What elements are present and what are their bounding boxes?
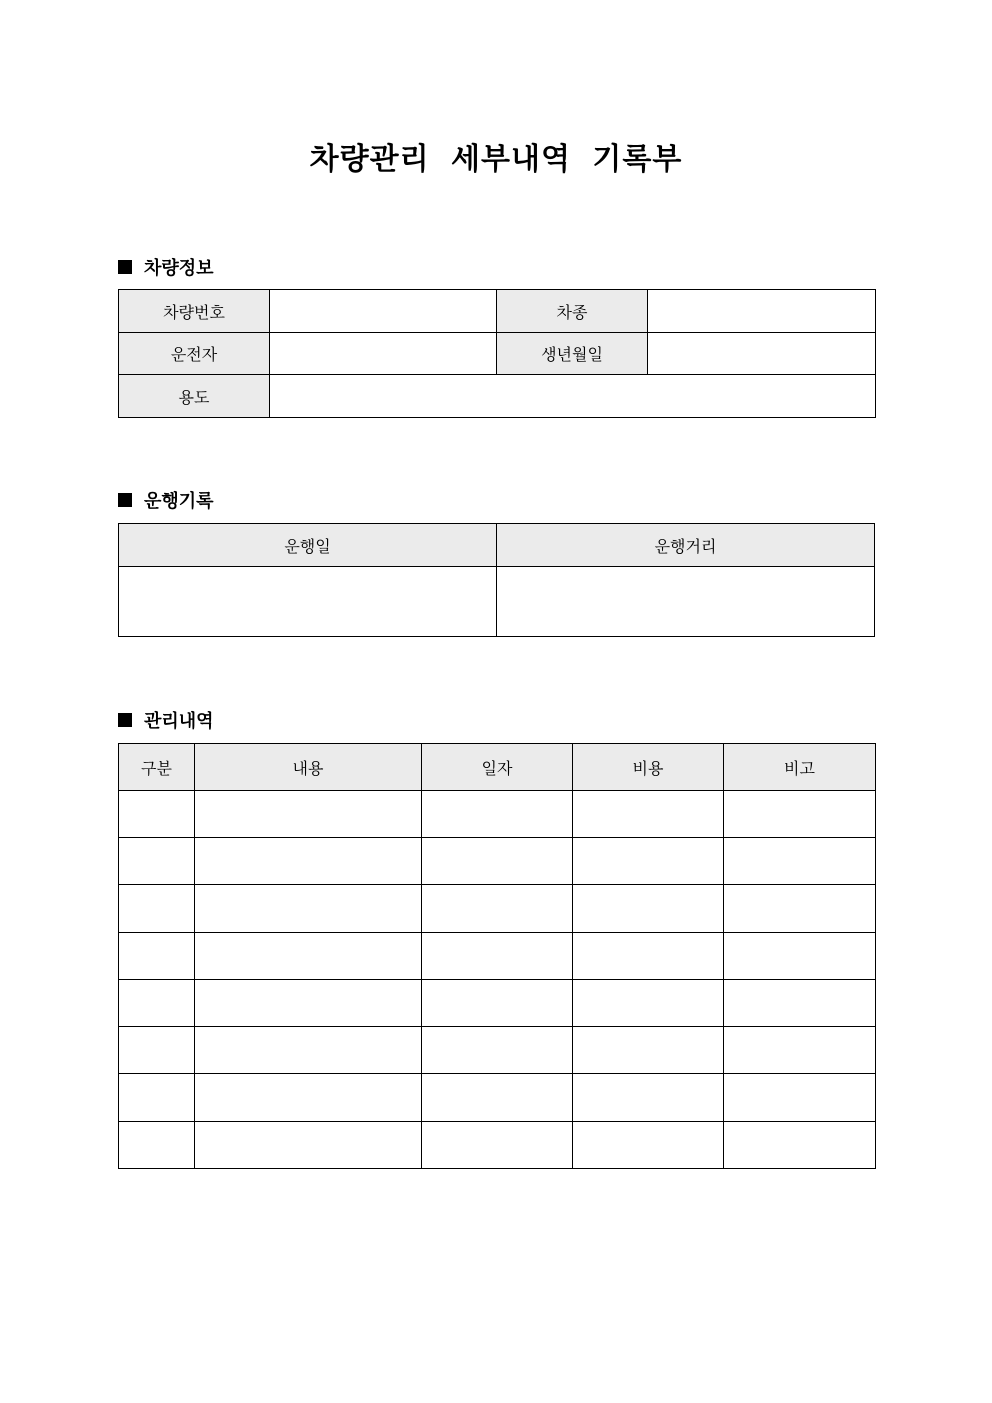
driving-log-table xyxy=(118,523,875,637)
cell[interactable] xyxy=(422,1027,573,1074)
label-birth: 생년월일 xyxy=(497,333,648,375)
cell[interactable] xyxy=(119,1122,195,1169)
column-header: 운행일 xyxy=(119,524,497,567)
cell[interactable] xyxy=(573,933,724,980)
column-header: 비고 xyxy=(724,744,876,791)
cell[interactable] xyxy=(724,980,876,1027)
section-heading-management: 관리내역 xyxy=(118,707,214,733)
cell[interactable] xyxy=(422,791,573,838)
cell[interactable] xyxy=(119,885,195,933)
column-header: 일자 xyxy=(422,744,573,791)
management-table xyxy=(118,743,876,1169)
cell[interactable] xyxy=(724,933,876,980)
square-bullet-icon xyxy=(118,260,132,274)
cell[interactable] xyxy=(422,933,573,980)
cell[interactable] xyxy=(422,838,573,885)
cell[interactable] xyxy=(195,838,422,885)
cell[interactable] xyxy=(195,1027,422,1074)
cell[interactable] xyxy=(119,838,195,885)
cell[interactable] xyxy=(195,885,422,933)
cell[interactable] xyxy=(119,1027,195,1074)
table-row xyxy=(119,980,876,1027)
table-row xyxy=(119,1122,876,1169)
square-bullet-icon xyxy=(118,713,132,727)
cell[interactable] xyxy=(119,791,195,838)
cell[interactable] xyxy=(573,1122,724,1169)
page-title: 차량관리 세부내역 기록부 xyxy=(309,142,683,177)
cell[interactable] xyxy=(422,1122,573,1169)
cell[interactable] xyxy=(724,1074,876,1122)
driver-field[interactable] xyxy=(270,333,497,375)
section-heading-driving-log: 운행기록 xyxy=(118,487,214,513)
section-heading-vehicle-info: 차량정보 xyxy=(118,254,214,280)
table-row xyxy=(119,791,876,838)
cell[interactable] xyxy=(724,1122,876,1169)
cell[interactable] xyxy=(195,933,422,980)
square-bullet-icon xyxy=(118,493,132,507)
label-type: 차종 xyxy=(497,290,648,333)
cell[interactable] xyxy=(724,838,876,885)
cell[interactable] xyxy=(573,980,724,1027)
type-field[interactable] xyxy=(648,290,876,333)
cell[interactable] xyxy=(573,1027,724,1074)
usage-field[interactable] xyxy=(270,375,876,418)
cell[interactable] xyxy=(119,933,195,980)
birth-field[interactable] xyxy=(648,333,876,375)
cell[interactable] xyxy=(422,1074,573,1122)
label-usage: 용도 xyxy=(119,375,270,418)
driving-distance-field[interactable] xyxy=(497,567,875,637)
cell[interactable] xyxy=(573,885,724,933)
column-header: 운행거리 xyxy=(497,524,875,567)
cell[interactable] xyxy=(573,1074,724,1122)
cell[interactable] xyxy=(195,1122,422,1169)
cell[interactable] xyxy=(195,791,422,838)
table-row xyxy=(119,838,876,885)
cell[interactable] xyxy=(119,980,195,1027)
column-header: 구분 xyxy=(119,744,195,791)
label-plate: 차량번호 xyxy=(119,290,270,333)
cell[interactable] xyxy=(573,791,724,838)
column-header: 비용 xyxy=(573,744,724,791)
vehicle-info-table xyxy=(118,289,876,418)
cell[interactable] xyxy=(119,1074,195,1122)
column-header: 내용 xyxy=(195,744,422,791)
cell[interactable] xyxy=(195,980,422,1027)
table-row xyxy=(119,1027,876,1074)
table-row xyxy=(119,1074,876,1122)
cell[interactable] xyxy=(573,838,724,885)
cell[interactable] xyxy=(422,980,573,1027)
cell[interactable] xyxy=(724,885,876,933)
cell[interactable] xyxy=(195,1074,422,1122)
cell[interactable] xyxy=(422,885,573,933)
cell[interactable] xyxy=(724,1027,876,1074)
driving-date-field[interactable] xyxy=(119,567,497,637)
cell[interactable] xyxy=(724,791,876,838)
table-row xyxy=(119,933,876,980)
label-driver: 운전자 xyxy=(119,333,270,375)
table-row xyxy=(119,885,876,933)
plate-field[interactable] xyxy=(270,290,497,333)
